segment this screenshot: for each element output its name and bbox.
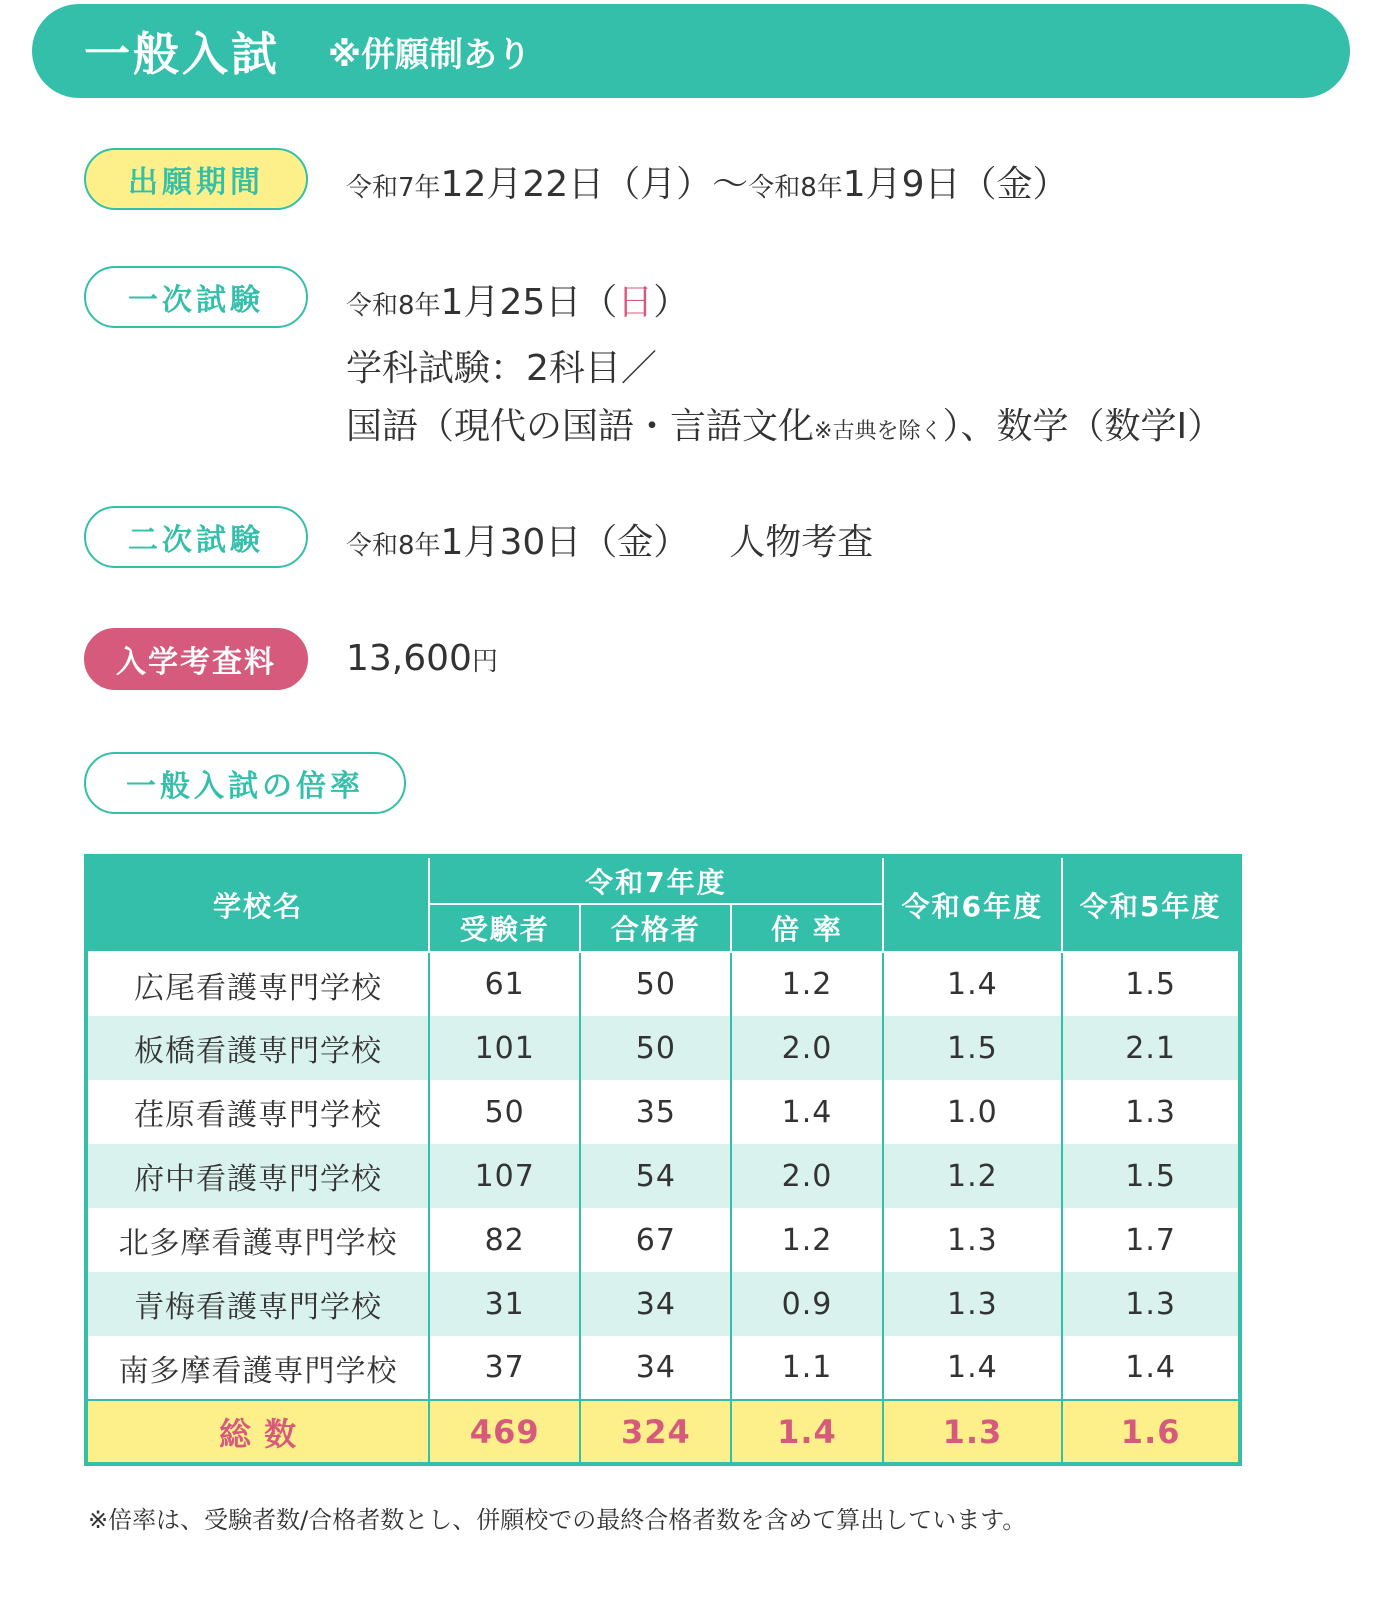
table-row: 北多摩看護専門学校 82 67 1.2 1.3 1.7 [86, 1208, 1240, 1272]
rates-table [84, 854, 1242, 1466]
first-exam-subjects: 学科試験：2科目／ [346, 348, 657, 389]
application-period-label: 出願期間 [84, 148, 308, 210]
header-examinees: 受験者 [429, 904, 580, 952]
first-exam-subjects-detail: 国語（現代の国語・言語文化※古典を除く）、数学（数学Ⅰ） [346, 406, 1224, 447]
application-period-value: 令和7年12月22日（月）〜令和8年1月9日（金） [346, 164, 1069, 205]
rates-section-label: 一般入試の倍率 [84, 752, 406, 814]
table-total-row: 総 数 469 324 1.4 1.3 1.6 [86, 1400, 1240, 1464]
footnote: ※倍率は、受験者数/合格者数とし、併願校での最終合格者数を含めて算出しています。 [88, 1506, 1027, 1534]
section-title: 一般入試 [84, 27, 280, 81]
exam-fee-label: 入学考査料 [84, 628, 308, 690]
header-r6: 令和6年度 [883, 856, 1063, 952]
first-exam-label: 一次試験 [84, 266, 308, 328]
header-school: 学校名 [86, 856, 429, 952]
sunday-mark: 日 [617, 282, 654, 323]
header-ratio: 倍 率 [731, 904, 882, 952]
header-r5: 令和5年度 [1062, 856, 1240, 952]
header-r7: 令和7年度 [429, 856, 882, 904]
section-header [32, 4, 1350, 98]
table-row: 広尾看護専門学校 61 50 1.2 1.4 1.5 [86, 952, 1240, 1016]
header-passers: 合格者 [580, 904, 731, 952]
second-exam-label: 二次試験 [84, 506, 308, 568]
second-exam-value: 令和8年1月30日（金） 人物考査 [346, 522, 874, 563]
table-row: 府中看護専門学校 107 54 2.0 1.2 1.5 [86, 1144, 1240, 1208]
exam-fee-value: 13,600円 [346, 638, 498, 679]
table-row: 板橋看護専門学校 101 50 2.0 1.5 2.1 [86, 1016, 1240, 1080]
table-row: 青梅看護専門学校 31 34 0.9 1.3 1.3 [86, 1272, 1240, 1336]
first-exam-date: 令和8年1月25日（日） [346, 282, 690, 323]
table-row: 荏原看護専門学校 50 35 1.4 1.0 1.3 [86, 1080, 1240, 1144]
section-note: ※併願制あり [328, 34, 532, 75]
table-row: 南多摩看護専門学校 37 34 1.1 1.4 1.4 [86, 1336, 1240, 1400]
